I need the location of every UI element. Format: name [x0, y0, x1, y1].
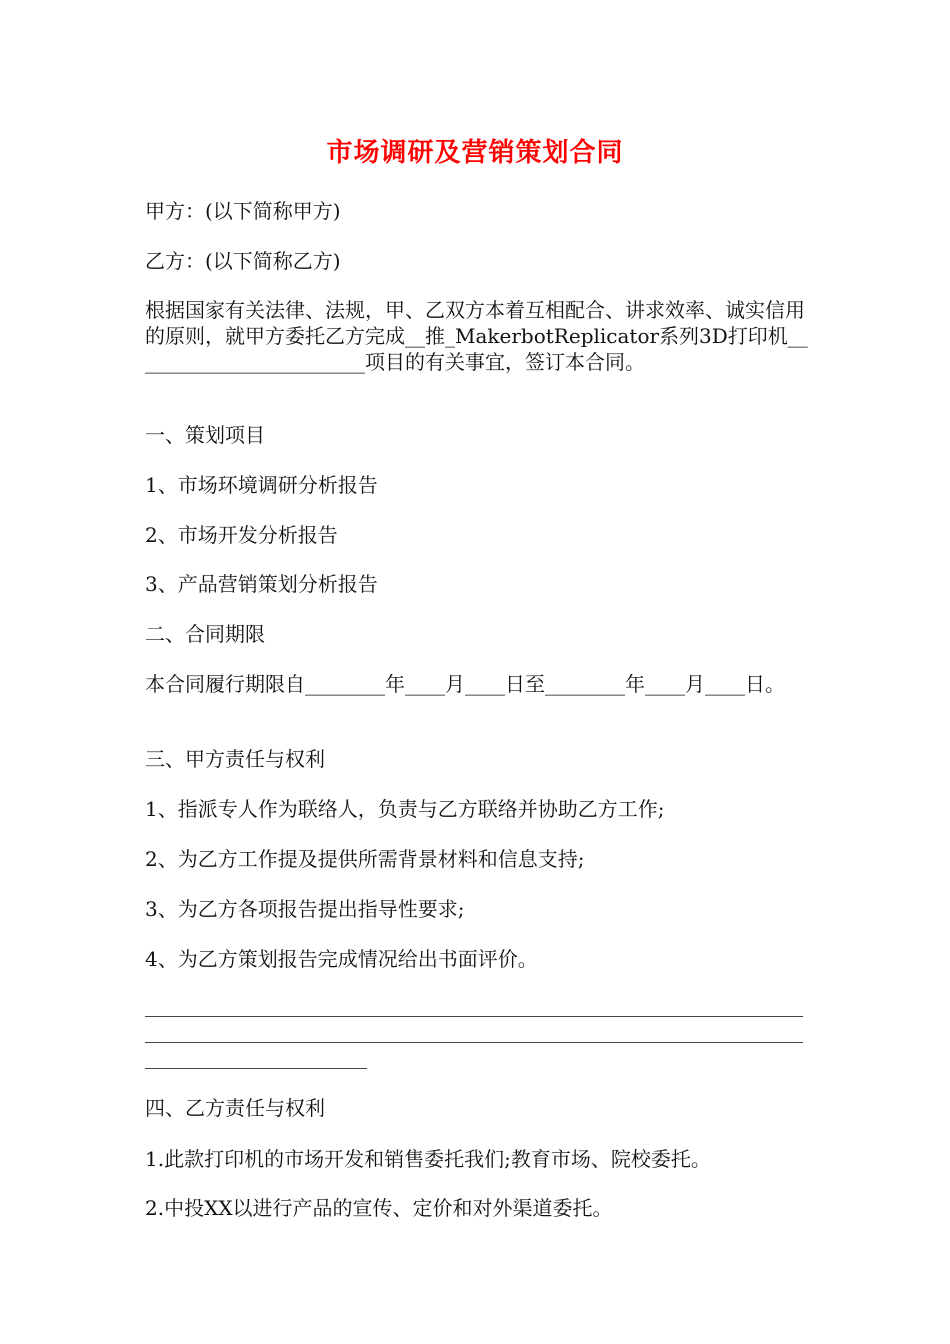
blank-fill-line	[145, 1042, 803, 1043]
party-b-line: 乙方：(以下简称乙方)	[145, 249, 341, 273]
section3-item: 3、为乙方各项报告提出指导性要求;	[145, 897, 465, 921]
section1-item: 3、产品营销策划分析报告	[145, 572, 378, 596]
section4-item: 1.此款打印机的市场开发和销售委托我们;教育市场、院校委托。	[145, 1147, 711, 1171]
section3-item: 4、为乙方策划报告完成情况给出书面评价。	[145, 947, 538, 971]
contract-term-text: 本合同履行期限自________年____月____日至________年____月____日。	[145, 672, 785, 696]
intro-paragraph: 根据国家有关法律、法规，甲、乙双方本着互相配合、讲求效率、诚实信用的原则，就甲方委托乙方完成__推_MakerbotReplicator系列3D打印机________________________项目的有关事宜，签订本合同。	[145, 298, 808, 374]
section4-heading: 四、乙方责任与权利	[145, 1096, 325, 1120]
section4-item: 2.中投XX以进行产品的宣传、定价和对外渠道委托。	[145, 1196, 613, 1220]
section3-heading: 三、甲方责任与权利	[145, 747, 325, 771]
blank-fill-line	[145, 1016, 803, 1017]
section1-item: 1、市场环境调研分析报告	[145, 473, 378, 497]
document-title: 市场调研及营销策划合同	[326, 138, 624, 168]
section2-heading: 二、合同期限	[145, 622, 265, 646]
blank-fill-line	[145, 1068, 367, 1069]
section1-item: 2、市场开发分析报告	[145, 523, 338, 547]
section3-item: 1、指派专人作为联络人，负责与乙方联络并协助乙方工作;	[145, 797, 665, 821]
party-a-line: 甲方：(以下简称甲方)	[145, 199, 341, 223]
section1-heading: 一、策划项目	[145, 423, 265, 447]
section3-item: 2、为乙方工作提及提供所需背景材料和信息支持;	[145, 847, 585, 871]
